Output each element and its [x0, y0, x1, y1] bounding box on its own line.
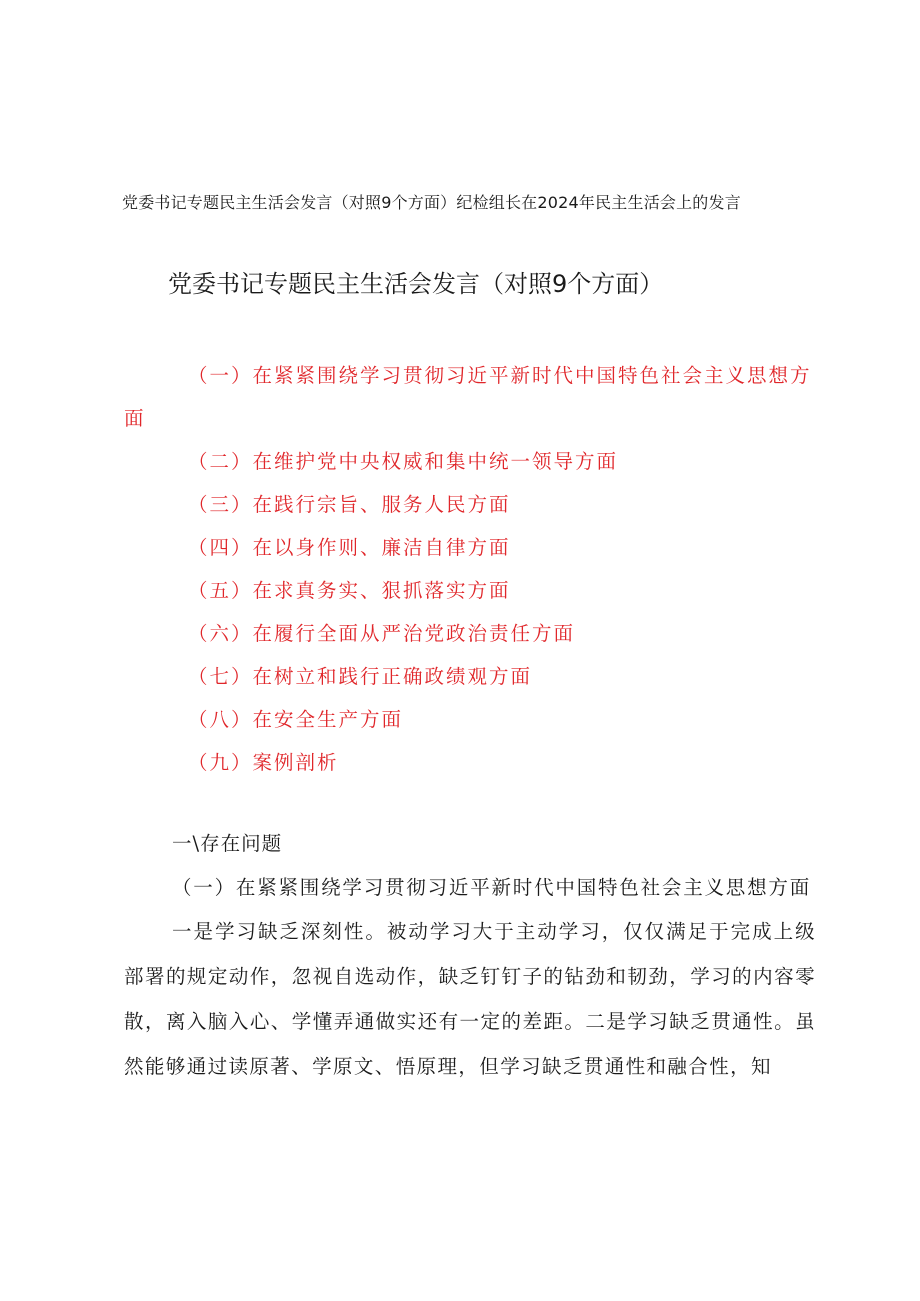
- page-title: 党委书记专题民主生活会发言（对照9个方面）: [168, 270, 664, 298]
- toc-item: （四）在以身作则、廉洁自律方面: [188, 536, 511, 559]
- toc-item: （五）在求真务实、狠抓落实方面: [188, 579, 511, 602]
- document-body: [124, 822, 816, 1089]
- toc-item: （三）在践行宗旨、服务人民方面: [188, 493, 511, 516]
- section-heading: 一\存在问题: [172, 832, 283, 855]
- toc-item: （二）在维护党中央权威和集中统一领导方面: [188, 450, 619, 473]
- table-of-contents: [124, 354, 820, 784]
- toc-item: （一）在紧紧围绕学习贯彻习近平新时代中国特色社会主义思想方面: [124, 364, 812, 430]
- subsection-heading: （一）在紧紧围绕学习贯彻习近平新时代中国特色社会主义思想方面: [172, 876, 812, 899]
- toc-item: （八）在安全生产方面: [188, 708, 404, 731]
- toc-item: （六）在履行全面从严治党政治责任方面: [188, 622, 576, 645]
- toc-item: （九）案例剖析: [188, 751, 339, 774]
- document-header-line: 党委书记专题民主生活会发言（对照9个方面）纪检组长在2024年民主生活会上的发言: [122, 193, 741, 212]
- body-paragraph: 一是学习缺乏深刻性。被动学习大于主动学习，仅仅满足于完成上级部署的规定动作，忽视自选动作，缺乏钉钉子的钻劲和韧劲，学习的内容零散，离入脑入心、学懂弄通做实还有一定的差距。二是学习缺乏贯通性。虽然能够通过读原著、学原文、悟原理，但学习缺乏贯通性和融合性，知: [124, 920, 816, 1078]
- toc-item: （七）在树立和践行正确政绩观方面: [188, 665, 533, 688]
